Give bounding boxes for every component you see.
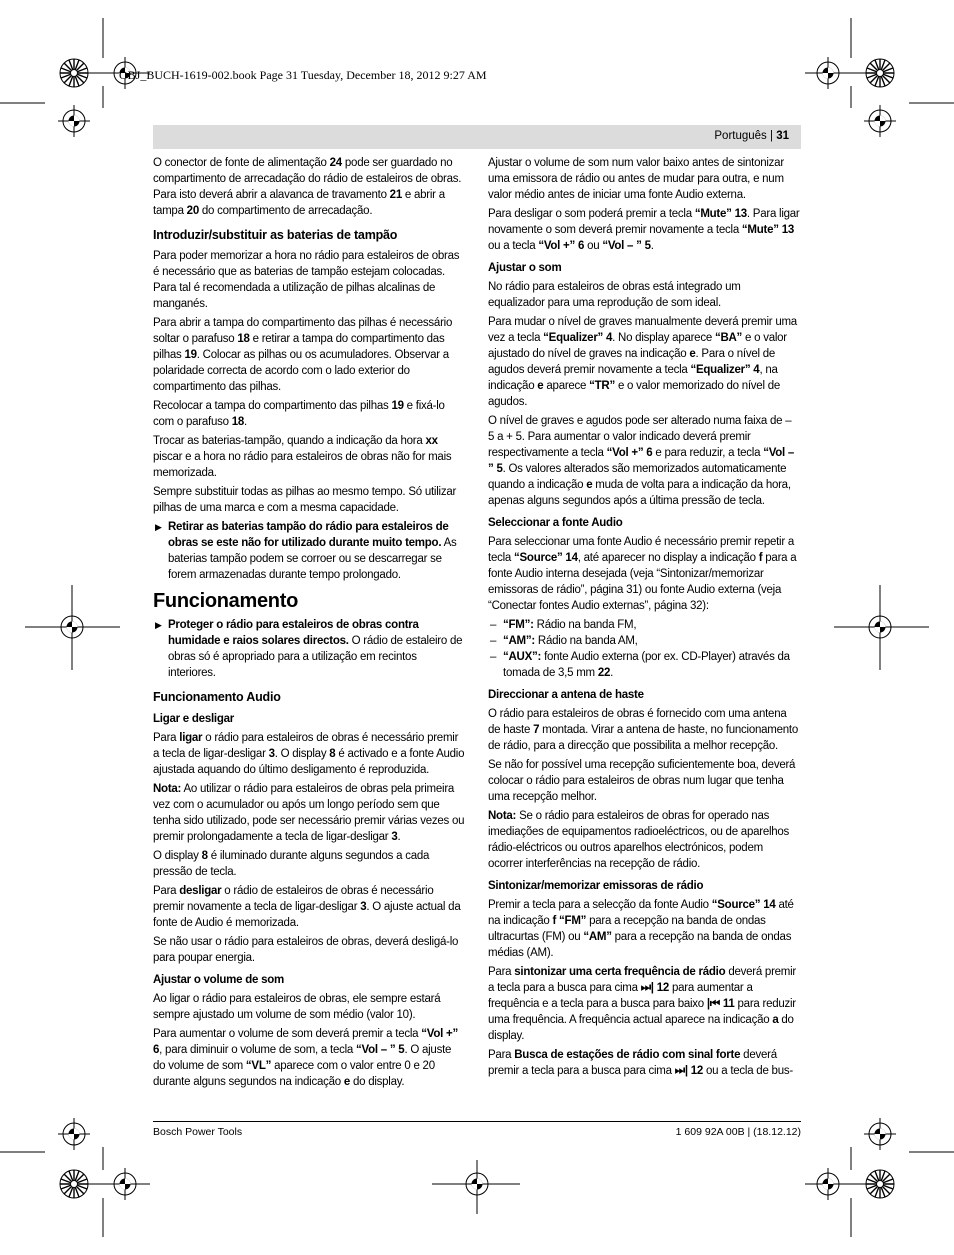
warning-humidity: ▶ Proteger o rádio para estaleiros de obras contra humidade e raios solares directos. O rádio de estaleiro de obras só é apropriado para a utilização em recintos interiores. xyxy=(155,619,463,679)
header-separator: | xyxy=(766,130,777,142)
paragraph-equalizer-range: O nível de graves e agudos pode ser alterado numa faixa de – 5 a + 5. Para aumentar o valor indicado deverá premir respectivamente a tecla “Vol +” 6 e para reduzir, a tecla “Vol – ” 5. Os valores alterados são memorizados automaticamente quando a indicação e muda de volta para a indicação da hora, apenas alguns segundos após a última pressão de tecla. xyxy=(488,415,795,507)
warning-remove-batteries: ▶ Retirar as baterias tampão do rádio para estaleiros de obras se este não for utilizado durante muito tempo. As baterias tampão podem se corroer ou se descarregar se forem armazenadas durante tempo prolongado. xyxy=(155,521,457,581)
right-column xyxy=(488,155,800,1082)
heading-tune-stations: Sintonizar/memorizar emissoras de rádio xyxy=(488,880,704,892)
paragraph-note-interference: Nota: Se o rádio para estaleiros de obras for operado nas imediações de equipamentos radioeléctricos, ou de aparelhos rádio-eléctricos ou outros aparelhos electrónicos, podem ocorrer interferências na recepção de rádio. xyxy=(488,810,790,870)
paragraph-backup-intro: Para poder memorizar a hora no rádio para estaleiros de obras é necessário que as baterias de tampão estejam colocadas. Para tal é recomendada a utilização de pilhas alcalinas de manganés. xyxy=(153,250,460,310)
heading-backup-batteries: Introduzir/substituir as baterias de tampão xyxy=(153,228,398,242)
paragraph-select-band: Premir a tecla para a selecção da fonte Audio “Source” 14 até na indicação f “FM” para a recepção na banda de ondas ultracurtas (FM) ou “AM” para a recepção na banda de ondas médias (AM). xyxy=(488,899,794,959)
heading-volume: Ajustar o volume de som xyxy=(153,974,285,986)
paragraph-reception: Se não for possível uma recepção suficientemente boa, deverá colocar o rádio para estaleiros de obras num lugar que tenha uma recepção melhor. xyxy=(488,759,796,803)
heading-adjust-sound: Ajustar o som xyxy=(488,262,562,274)
paragraph-equalizer-intro: No rádio para estaleiros de obras está integrado um equalizador para uma reprodução de som ideal. xyxy=(488,281,741,309)
paragraph-replace-batteries: Trocar as baterias-tampão, quando a indicação da hora xx piscar e a hora no rádio para estaleiros de obras não for mais memorizada. xyxy=(153,435,452,479)
paragraph-mute: Para desligar o som poderá premir a tecla “Mute” 13. Para ligar novamente o som deverá premir novamente a tecla “Mute” 13 ou a tecla “Vol +” 6 ou “Vol – ” 5. xyxy=(488,208,800,252)
paragraph-switch-on: Para ligar o rádio para estaleiros de obras é necessário premir a tecla de ligar-desligar 3. O display 8 é activado e a fonte Audio ajustada aquando do último desligamento é reproduzida. xyxy=(153,732,465,776)
paragraph-open-battery-lid: Para abrir a tampa do compartimento das pilhas é necessário soltar o parafuso 18 e retirar a tampa do compartimento das pilhas 19. Colocar as pilhas ou os acumuladores. Observar a polaridade correcta de acordo com o lado exterior do compartimento das pilhas. xyxy=(153,317,453,393)
paragraph-switch-off: Para desligar o rádio de estaleiros de obras é necessário premir novamente a tecla de ligar-desligar 3. O ajuste actual da fonte de Audio é memorizada. xyxy=(153,885,461,929)
paragraph-tune-frequency: Para sintonizar uma certa frequência de rádio deverá premir a tecla para a busca para cima ⏭| 12 para aumentar a frequência e a tecla para a busca para baixo |⏮ 11 para reduzir uma frequência. A frequência actual aparece na indicação a do display. xyxy=(488,966,797,1042)
page-number: 31 xyxy=(776,130,789,142)
bullet-triangle-icon: ▶ xyxy=(155,522,162,532)
footer-doc-number: 1 609 92A 00B | (18.12.12) xyxy=(675,1126,801,1138)
heading-operation: Funcionamento xyxy=(153,590,298,612)
list-item-am: – “AM”: Rádio na banda AM, xyxy=(490,635,638,647)
footer-rule xyxy=(153,1121,801,1122)
paragraph-display-lit: O display 8 é iluminado durante alguns segundos a cada pressão de tecla. xyxy=(153,850,430,878)
footer-brand: Bosch Power Tools xyxy=(153,1126,243,1138)
left-column xyxy=(153,155,465,1093)
page-header xyxy=(153,125,801,149)
paragraph-connector-storage: O conector de fonte de alimentação 24 pode ser guardado no compartimento de arrecadação do rádio de estaleiros de obras. Para isto deverá abrir a alavanca de travamento 21 e abrir a tampa 20 do compartimento de arrecadação. xyxy=(153,157,462,217)
header-language: Português xyxy=(714,130,767,142)
bullet-triangle-icon: ▶ xyxy=(155,620,162,630)
paragraph-equalizer-bass: Para mudar o nível de graves manualmente deverá premir uma vez a tecla “Equalizer” 4. No display aparece “BA” e o valor ajustado do nível de graves na indicação e. Para o nível de agudos deverá premir novamente a tecla “Equalizer” 4, na indicação e aparece “TR” e o valor memorizado do nível de agudos. xyxy=(488,316,797,408)
paragraph-save-energy: Se não usar o rádio para estaleiros de obras, deverá desligá-lo para poupar energia. xyxy=(153,936,459,964)
paragraph-adjust-volume: Para aumentar o volume de som deverá premir a tecla “Vol +” 6, para diminuir o volume de som, a tecla “Vol – ” 5. O ajuste do volume de som “VL” aparece com o valor entre 0 e 20 durante alguns segundos na indicação e do display. xyxy=(153,1028,458,1088)
paragraph-same-brand: Sempre substituir todas as pilhas ao mesmo tempo. Só utilizar pilhas de uma marca e com a mesma capacidade. xyxy=(153,486,457,514)
list-item-fm: – “FM”: Rádio na banda FM, xyxy=(490,619,637,631)
paragraph-default-volume: Ao ligar o rádio para estaleiros de obras, ele sempre estará sempre ajustado um volume de som médio (valor 10). xyxy=(153,993,441,1021)
paragraph-low-volume: Ajustar o volume de som num valor baixo antes de sintonizar uma emissora de rádio ou antes de mudar para outra, e num valor médio antes de iniciar uma fonte Audio externa. xyxy=(488,157,784,201)
heading-audio-operation: Funcionamento Audio xyxy=(153,690,281,704)
heading-antenna: Direccionar a antena de haste xyxy=(488,689,644,701)
paragraph-antenna: O rádio para estaleiros de obras é fornecido com uma antena de haste 7 montada. Virar a antena de haste, no funcionamento de rádio, para a direcção que possibilita a melhor recepção. xyxy=(488,708,798,752)
heading-on-off: Ligar e desligar xyxy=(153,713,235,725)
paragraph-search-strong: Para Busca de estações de rádio com sinal forte deverá premir a tecla para a busca para cima ⏭| 12 ou a tecla de bus- xyxy=(488,1049,793,1077)
paragraph-note-first-use: Nota: Ao utilizar o rádio para estaleiros de obras pela primeira vez com o acumulador ou após um longo período sem que tenha sido utilizado, pode ser necessário premir várias vezes ou premir prolongadamente a tecla de ligar-desligar 3. xyxy=(153,783,465,843)
paragraph-select-source: Para seleccionar uma fonte Audio é necessário premir repetir a tecla “Source” 14, até aparecer no display a indicação f para a fonte Audio interna desejada (veja “Sintonizar/memorizar emissoras de rádio”, página 31) ou fonte Audio externa (veja “Conectar fontes Audio externas”, página 32): xyxy=(488,536,797,612)
header-language-page xyxy=(714,130,789,142)
heading-select-source: Seleccionar a fonte Audio xyxy=(488,517,623,529)
list-item-aux: – “AUX”: fonte Audio externa (por ex. CD-Player) através da tomada de 3,5 mm 22. xyxy=(490,651,790,679)
paragraph-refit-lid: Recolocar a tampa do compartimento das pilhas 19 e fixá-lo com o parafuso 18. xyxy=(153,400,445,428)
print-slug: OBJ_BUCH-1619-002.book Page 31 Tuesday, December 18, 2012 9:27 AM xyxy=(119,68,487,82)
